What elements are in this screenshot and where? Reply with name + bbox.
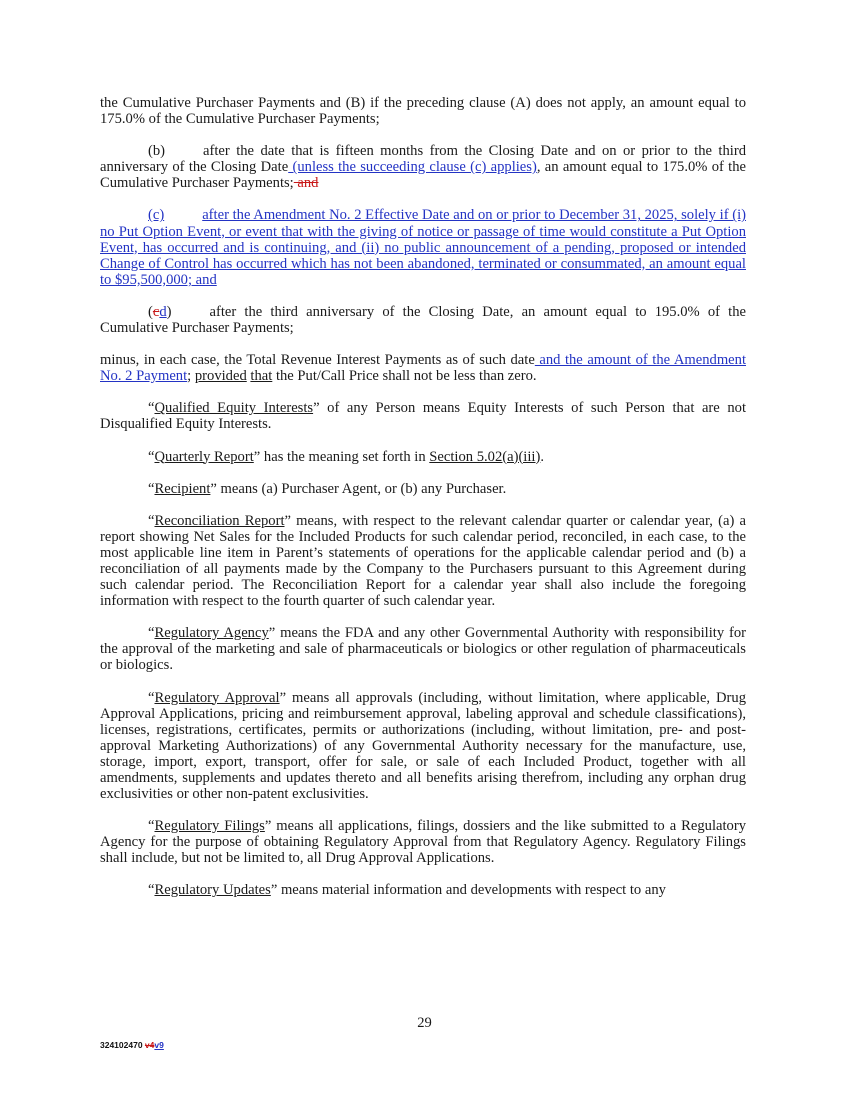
paragraph-clause-d: (cd) after the third anniversary of the Closing Date, an amount equal to 195.0% of the Cumulative Purchaser Payments; — [100, 303, 746, 337]
paragraph-minus-clause: minus, in each case, the Total Revenue Interest Payments as of such date and the amount of the Amendment No. 2 Payment; provided that the Put/Call Price shall not be less than zero. — [100, 352, 747, 385]
definition-qualified-equity-interests: “Qualified Equity Interests” of any Person means Equity Interests of such Person that are not Disqualified Equity Interests. — [100, 400, 746, 433]
inserted-text: and the amount of the Amendment No. 2 Payment — [100, 352, 747, 385]
clause-label: (c) — [148, 207, 165, 224]
definition-regulatory-approval: “Regulatory Approval” means all approvals (including, without limitation, where applicable, Drug Approval Applications, pricing and reimbursement approval, labeling approval and schedule classifications), licenses, registrations, certificates, permits or authorizations (including, without limitation, pre- and post-approval Marketing Authorizations) of any Governmental Authority necessary for the manufacture, use, storage, import, export, transport, offer for sale, or sale of each Included Product, together with all amendments, supplements and updates thereto and all benefits arising therefrom, including any orphan drug exclusivities or other non-patent exclusivities. — [100, 689, 747, 803]
section-reference: Section 5.02(a)(iii) — [429, 448, 541, 465]
inserted-text: d — [159, 303, 167, 320]
deleted-version: v4 — [144, 1040, 155, 1050]
document-page — [100, 95, 746, 899]
deleted-text: and — [293, 175, 319, 192]
defined-term: Regulatory Approval — [154, 689, 280, 706]
defined-term: Reconciliation Report — [154, 512, 285, 529]
defined-term: Recipient — [154, 480, 211, 497]
defined-term: Regulatory Filings — [154, 818, 265, 835]
paragraph-put-call-clause-a-end: the Cumulative Purchaser Payments and (B) if the preceding clause (A) does not apply, an amount equal to 175.0% of the Cumulative Purchaser Payments; — [100, 95, 746, 128]
defined-term: Qualified Equity Interests — [154, 400, 314, 417]
definition-recipient: “Recipient” means (a) Purchaser Agent, or (b) any Purchaser. — [148, 480, 507, 497]
paragraph-clause-c-inserted: (c) after the Amendment No. 2 Effective Date and on or prior to December 31, 2025, solely if (i) no Put Option Event, or event that with the giving of notice or passage of time would constitute a Put Option Event, has occurred and is continuing, and (ii) no public announcement of a pending, proposed or intended Change of Control has occurred which has not been abandoned, terminated or consummated, an amount equal to $95,500,000; and — [100, 207, 746, 288]
defined-term: Quarterly Report — [154, 448, 254, 465]
definition-regulatory-agency: “Regulatory Agency” means the FDA and any other Governmental Authority with responsibility for the approval of the marketing and sale of pharmaceuticals or biologics or other regulation of pharmaceuticals or biologics. — [100, 625, 746, 674]
document-id: 324102470 v4v9 — [100, 1040, 164, 1050]
defined-term: Regulatory Agency — [154, 625, 269, 642]
paragraph-clause-b: (b) after the date that is fifteen months from the Closing Date and on or prior to the third anniversary of the Closing Date (unless the succeeding clause (c) applies), an amount equal to 175.0% of the Cumulative Purchaser Payments; and — [100, 143, 747, 192]
definition-regulatory-filings: “Regulatory Filings” means all applications, filings, dossiers and the like submitted to a Regulatory Agency for the purpose of obtaining Regulatory Approval from that Regulatory Agency. Regulatory Filings shall include, but not be limited to, all Drug Approval Applications. — [100, 818, 746, 867]
clause-label: (b) — [148, 143, 166, 160]
deleted-text: c — [152, 303, 160, 320]
definition-regulatory-updates: “Regulatory Updates” means material information and developments with respect to any — [148, 882, 666, 899]
definition-quarterly-report: “Quarterly Report” has the meaning set forth in Section 5.02(a)(iii). — [148, 448, 544, 465]
inserted-version: v9 — [154, 1040, 164, 1050]
definition-reconciliation-report: “Reconciliation Report” means, with respect to the relevant calendar quarter or calendar year, (a) a report showing Net Sales for the Included Products for such calendar period, reconciled, in each case, to the most applicable line item in Parent’s statements of operations for the applicable calendar period and (b) a reconciliation of all payments made by the Company to the Purchasers pursuant to this Agreement during such calendar period. The Reconciliation Report for a calendar year shall also include the foregoing information with respect to the fourth quarter of such calendar year. — [100, 512, 746, 610]
page-number: 29 — [417, 1015, 432, 1031]
inserted-text: (unless the succeeding clause (c) applies) — [288, 159, 537, 176]
defined-term: Regulatory Updates — [154, 882, 271, 899]
